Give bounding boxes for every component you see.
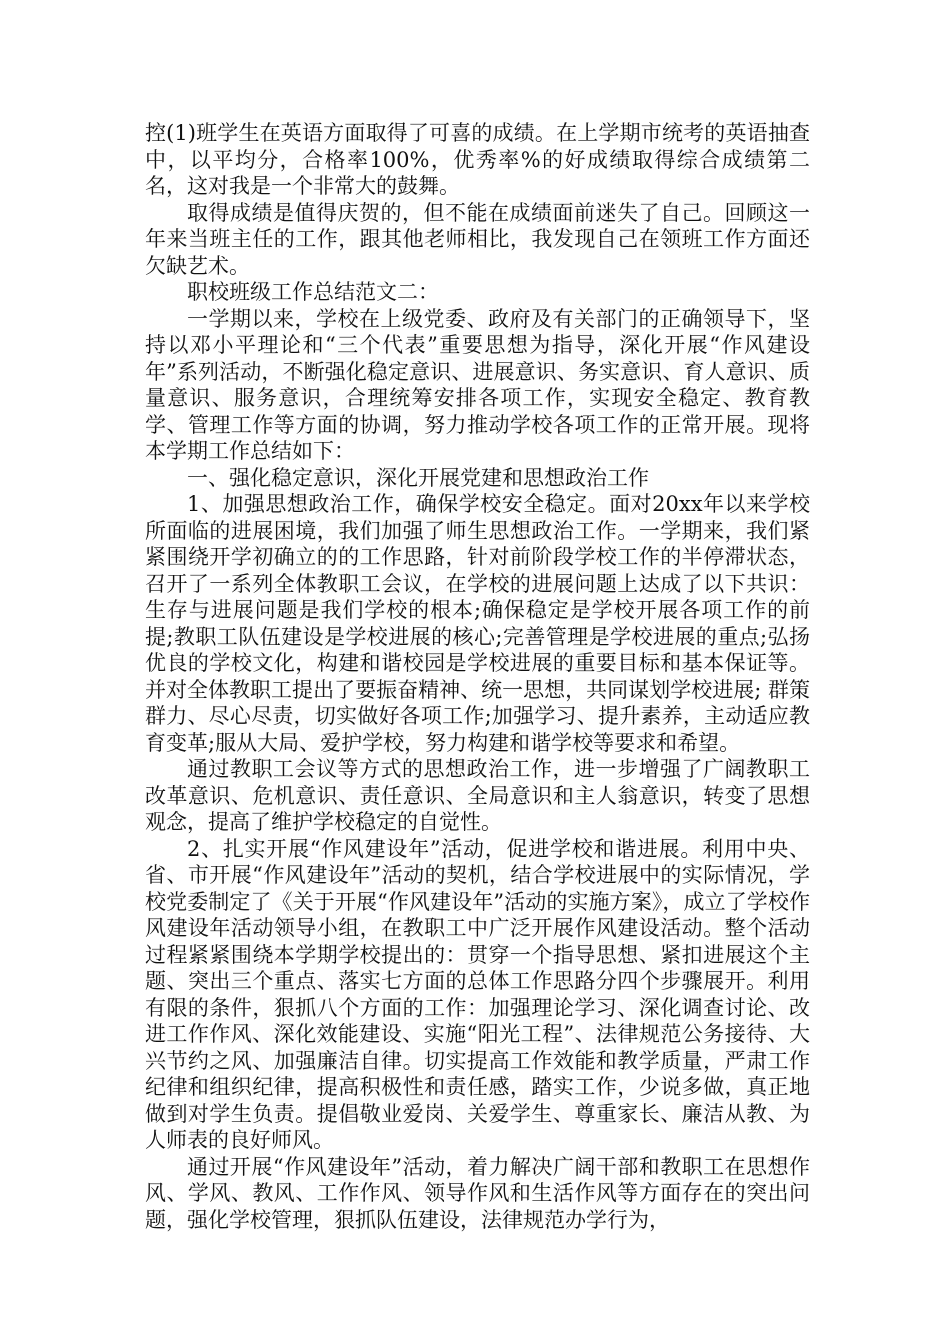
paragraph-item-2: 2、扎实开展“作风建设年”活动，促进学校和谐进展。利用中央、省、市开展“作风建设年”活动的契机，结合学校进展中的实际情况，学校党委制定了《关于开展“作风建设年”活动的实施方案》，成立了学校作风建设年活动领导小组，在教职工中广泛开展作风建设活动。整个活动过程紧紧围绕本学期学校提出的：贯穿一个指导思想、紧扣进展这个主题、突出三个重点、落实七方面的总体工作思路分四个步骤展开。利用有限的条件，狠抓八个方面的工作：加强理论学习、深化调查讨论、改进工作作风、深化效能建设、实施“阳光工程”、法律规范公务接待、大兴节约之风、加强廉洁自律。切实提高工作效能和教学质量，严肃工作纪律和组织纪律，提高积极性和责任感，踏实工作，少说多做，真正地做到对学生负责。提倡敬业爱岗、关爱学生、尊重家长、廉洁从教、为人师表的良好师风。	[145, 836, 810, 1152]
heading-1: 一、强化稳定意识，深化开展党建和思想政治工作	[187, 465, 649, 490]
paragraph-2: 取得成绩是值得庆贺的，但不能在成绩面前迷失了自己。回顾这一年来当班主任的工作，跟其他老师相比，我发现自己在领班工作方面还欠缺艺术。	[145, 200, 810, 278]
paragraph-3: 通过教职工会议等方式的思想政治工作，进一步增强了广阔教职工改革意识、危机意识、责任意识、全局意识和主人翁意识，转变了思想观念，提高了维护学校稳定的自觉性。	[145, 757, 810, 834]
paragraph-1: 控(1)班学生在英语方面取得了可喜的成绩。在上学期市统考的英语抽查中，以平均分，合格率100%，优秀率%的好成绩取得综合成绩第二名，这对我是一个非常大的鼓舞。	[145, 121, 810, 198]
document-body	[145, 120, 810, 1233]
paragraph-item-1: 1、加强思想政治工作，确保学校安全稳定。面对20xx年以来学校所面临的进展困境，我们加强了师生思想政治工作。一学期来，我们紧紧围绕开学初确立的的工作思路，针对前阶段学校工作的半停滞状态，召开了一系列全体教职工会议，在学校的进展问题上达成了以下共识：生存与进展问题是我们学校的根本;确保稳定是学校开展各项工作的前提;教职工队伍建设是学校进展的核心;完善管理是学校进展的重点;弘扬优良的学校文化，构建和谐校园是学校进展的重要目标和基本保证等。并对全体教职工提出了要振奋精神、统一思想，共同谋划学校进展; 群策群力、尽心尽责，切实做好各项工作;加强学习、提升素养，主动适应教育变革;服从大局、爱护学校，努力构建和谐学校等要求和希望。	[145, 492, 810, 755]
paragraph-intro: 一学期以来，学校在上级党委、政府及有关部门的正确领导下，坚持以邓小平理论和“三个代表”重要思想为指导，深化开展“作风建设年”系列活动，不断强化稳定意识、进展意识、务实意识、育人意识、质量意识、服务意识，合理统筹安排各项工作，实现安全稳定、教育教学、管理工作等方面的协调，努力推动学校各项工作的正常开展。现将本学期工作总结如下：	[145, 306, 810, 463]
section-title-2: 职校班级工作总结范文二：	[187, 280, 439, 304]
paragraph-4: 通过开展“作风建设年”活动，着力解决广阔干部和教职工在思想作风、学风、教风、工作作风、领导作风和生活作风等方面存在的突出问题，强化学校管理，狠抓队伍建设，法律规范办学行为，	[145, 1154, 810, 1232]
